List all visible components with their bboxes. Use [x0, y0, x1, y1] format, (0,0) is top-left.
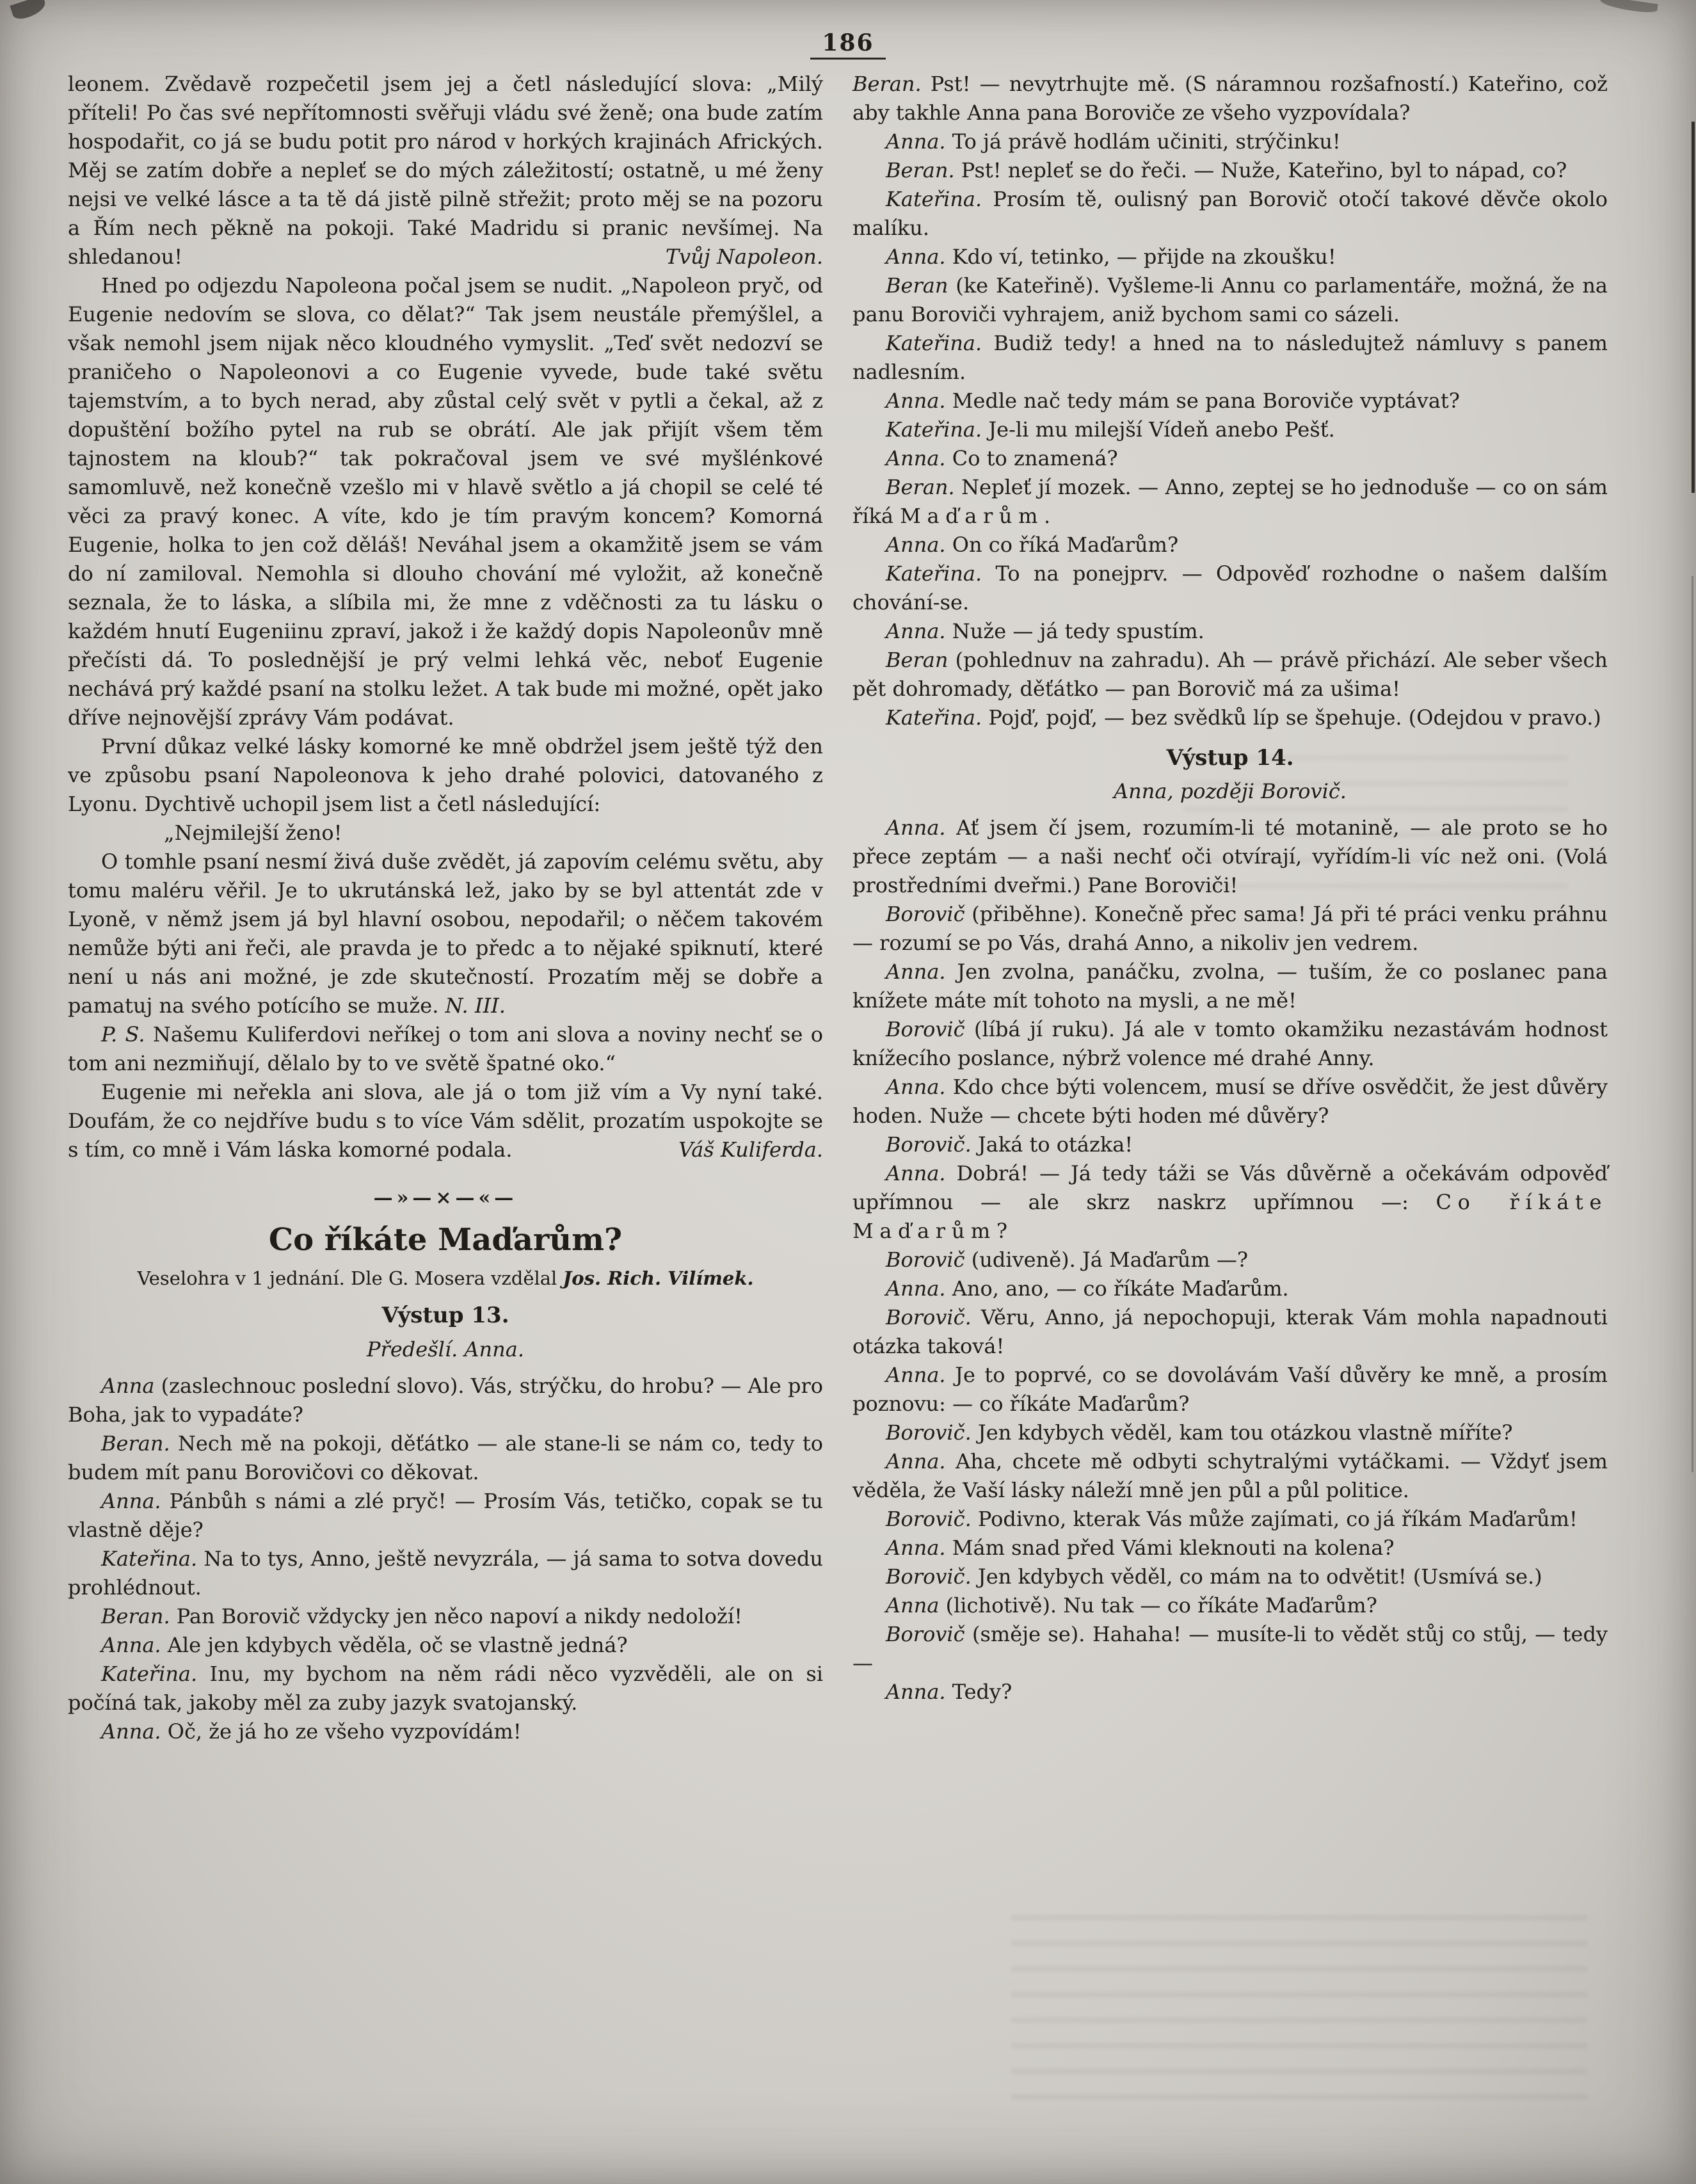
paragraph: [68, 1631, 823, 1660]
text-run: O tomhle psaní nesmí živá duše zvědět, já zapovím celému světu, aby tomu maléru věřil. Je to ukrutánská lež, jako by se byl attentát zde v Lyoně, v němž jsem já byl hlavní osobou, nepodařil; o něčem takovém nemůže býti ani řeči, ale pravda je to předc a to nějaké spiknutí, které není u nás ani možné, je zde skutečností. Prozatím měj se dobře a pamatuj na svého potícího se muže.: [68, 849, 823, 1018]
signature-text: Váš Kuliferda.: [678, 1137, 823, 1162]
text-run: To já právě hodlám učiniti, strýčinku!: [945, 129, 1341, 154]
paragraph: [852, 531, 1608, 559]
italic-text-run: Kateřina.: [886, 417, 982, 442]
paragraph: [852, 1303, 1608, 1361]
italic-text-run: Kateřina.: [886, 186, 982, 211]
paragraph: [852, 1562, 1608, 1591]
italic-text-run: Borovič.: [886, 1305, 972, 1330]
paragraph: [68, 70, 823, 271]
text-run: (pohlednuv na zahradu). Ah — právě přichází. Ale seber všech pět dohromady, děťátko — pan Borovič má za ušima!: [852, 647, 1608, 701]
italic-text-run: N. III.: [445, 993, 506, 1018]
paragraph: [852, 1678, 1608, 1706]
text-run: leonem. Zvědavě rozpečetil jsem jej a četl následující slova: „Milý příteli! Po čas své nepřítomnosti svěřuji vládu své ženě; ona bude zatím hospodařit, co já se budu potit pro národ v horkých krajinách Afrických. Měj se zatím dobře a nepleť se do mých záležitostí; ostatně, u mé ženy nejsi ve velké lásce a ta tě dá jistě pilně střežit; proto měj se na pozoru a Řím nech pěkně na pokoji. Také Madridu si pranic nevšímej. Na shledanou!: [68, 71, 823, 269]
italic-text-run: Beran.: [101, 1431, 170, 1456]
paragraph: [852, 1418, 1608, 1447]
italic-text-run: Borovič.: [886, 1420, 972, 1445]
paragraph: [852, 329, 1608, 387]
text-run: Tedy?: [945, 1680, 1012, 1705]
text-run: „Nejmilejší ženo!: [164, 820, 342, 845]
italic-text-run: Borovič: [886, 1248, 965, 1273]
italic-text-run: Anna.: [886, 960, 946, 984]
letter-salutation: [68, 819, 823, 847]
paragraph: [852, 1534, 1608, 1562]
italic-text-run: Anna.: [101, 1719, 161, 1744]
section-divider: —»—×—«—: [373, 1186, 518, 1209]
italic-text-run: Anna.: [886, 1363, 946, 1388]
italic-text-run: Anna.: [886, 815, 946, 840]
text-run: Kdo chce býti volencem, musí se dříve osvědčit, že jest důvěry hoden. Nuže — chcete býti hoden mé důvěry?: [852, 1075, 1608, 1128]
text-run: Výstup 13.: [381, 1303, 509, 1329]
paragraph: [852, 1447, 1608, 1505]
paragraph: [852, 185, 1608, 243]
italic-text-run: Anna.: [886, 532, 946, 557]
text-run: Mám snad před Vámi kleknouti na kolena?: [945, 1536, 1395, 1561]
text-run: Pst! — nevytrhujte mě. (S náramnou rozšafností.) Kateřino, což aby takhle Anna pana Boroviče ze všeho vyzpovídala?: [852, 71, 1608, 125]
paragraph: [852, 1130, 1608, 1159]
text-run: Eugenie mi neřekla ani slova, ale já o tom již vím a Vy nyní také. Doufám, že co nejdříve budu s to více Vám sdělit, prozatím uspokojte se s tím, co mně i Vám láska komorné podala.: [68, 1079, 823, 1162]
text-run: Anna, později Borovič.: [1114, 779, 1347, 804]
paragraph: [852, 1073, 1608, 1130]
text-run: (směje se). Hahaha! — musíte-li to vědět stůj co stůj, — tedy —: [852, 1622, 1608, 1676]
text-run: Nuže — já tedy spustím.: [945, 618, 1204, 643]
italic-text-run: Beran: [886, 273, 948, 298]
text-run: První důkaz velké lásky komorné ke mně obdržel jsem ještě týž den ve způsobu psaní Napoleonova k jeho drahé polovici, datovaného z Lyonu. Dychtivě uchopil jsem list a četl následující:: [68, 734, 823, 816]
text-run: Budiž tedy! a hned na to následujtež námluvy s panem nadlesním.: [852, 330, 1608, 384]
italic-text-run: Beran.: [886, 157, 955, 182]
page-number: 186: [810, 31, 885, 60]
paragraph: [852, 156, 1608, 185]
italic-text-run: Borovič: [886, 902, 965, 927]
paragraph: [852, 703, 1608, 732]
italic-text-run: Anna.: [886, 1449, 946, 1474]
paragraph: [852, 1361, 1608, 1418]
italic-text-run: Borovič.: [886, 1507, 972, 1532]
italic-text-run: Kateřina.: [886, 330, 982, 355]
text-run: Dobrá! — Já tedy táži se Vás důvěrně a očekávám odpověď upřímnou — ale skrz naskrz upřímnou —:: [852, 1161, 1608, 1215]
signature-text: Tvůj Napoleon.: [665, 244, 823, 269]
scene-heading: [852, 745, 1608, 771]
paragraph: [852, 1015, 1608, 1073]
italic-text-run: Beran: [886, 647, 948, 672]
paragraph: [852, 559, 1608, 617]
italic-text-run: Anna.: [886, 446, 946, 470]
text-run: Je to poprvé, co se dovolávám Vaší důvěry ke mně, a prosím poznovu: — co říkáte Maďarům?: [852, 1363, 1608, 1417]
text-run: Jaká to otázka!: [971, 1132, 1133, 1157]
section-subtitle: [68, 1267, 823, 1290]
page-content: [0, 60, 1696, 1746]
italic-text-run: Anna.: [101, 1488, 161, 1513]
italic-text-run: Beran.: [852, 71, 922, 96]
text-run: Je-li mu milejší Vídeň anebo Pešť.: [982, 417, 1335, 442]
paragraph: [68, 1545, 823, 1602]
paragraph: [852, 387, 1608, 415]
italic-text-run: Kateřina.: [886, 561, 982, 586]
text-run: Ať jsem čí jsem, rozumím-li té motanině, — ale proto se ho přece zeptám — a naši nechť oči otvírají, vyřídím-li víc než oni. (Volá prostředními dveřmi.) Pane Boroviči!: [852, 815, 1608, 898]
text-run: Kdo ví, tetinko, — přijde na zkoušku!: [945, 244, 1336, 269]
paragraph: [852, 1505, 1608, 1534]
paragraph: [852, 473, 1608, 531]
text-run: Pst! nepleť se do řeči. — Nuže, Kateřino, byl to nápad, co?: [954, 157, 1567, 182]
italic-text-run: Anna: [101, 1373, 155, 1398]
text-run: Pan Borovič vždycky jen něco napoví a nikdy nedoloží!: [170, 1603, 742, 1628]
text-run: Co říkáte Maďarům?: [268, 1221, 623, 1258]
paragraph: [852, 646, 1608, 703]
paragraph: [68, 1020, 823, 1078]
paragraph: [68, 1078, 823, 1164]
text-run: Jen kdybych věděl, co mám na to odvětit! (Usmívá se.): [971, 1564, 1542, 1589]
paragraph: [68, 847, 823, 1020]
paragraph: [852, 1620, 1608, 1678]
text-run: (ke Kateřině). Vyšleme-li Annu co parlamentáře, možná, že na panu Boroviči vyhrajem, aniž bychom sami co sázeli.: [852, 273, 1608, 326]
text-run: Aha, chcete mě odbyti schytralými vytáčkami. — Vždyť jsem věděla, že Vaší lásky náleží mně jen půl a půl politice.: [852, 1449, 1608, 1503]
italic-text-run: Anna.: [886, 618, 946, 643]
text-run: Ale jen kdybych věděla, oč se vlastně jedná?: [161, 1632, 628, 1657]
paragraph: [68, 271, 823, 732]
italic-text-run: Anna: [886, 1593, 940, 1618]
paragraph: [852, 900, 1608, 958]
text-run: Výstup 14.: [1166, 744, 1294, 771]
page-header: [0, 0, 1696, 60]
italic-text-run: Anna.: [101, 1632, 161, 1657]
text-run: Našemu Kuliferdovi neříkej o tom ani slova a noviny nechť se o tom ani nezmiňují, dělalo by to ve světě špatné oko.“: [68, 1022, 824, 1075]
text-run: Veselohra v 1 jednání. Dle G. Mosera vzdělal: [137, 1267, 563, 1289]
text-run: (udiveně). Já Maďarům —?: [964, 1248, 1249, 1273]
text-run: Inu, my bychom na něm rádi něco vyzvěděli, ale on si počíná tak, jakoby měl za zuby jazyk svatojanský.: [68, 1661, 823, 1715]
italic-text-run: Beran.: [101, 1603, 170, 1628]
text-run: (zaslechnouc poslední slovo). Vás, strýčku, do hrobu? — Ale pro Boha, jak to vypadáte?: [68, 1373, 823, 1427]
paragraph: [852, 958, 1608, 1015]
cast-line: [852, 777, 1608, 806]
text-run: Ano, ano, — co říkáte Maďarům.: [945, 1276, 1289, 1301]
text-run: On co říká Maďarům?: [945, 532, 1179, 557]
italic-text-run: P. S.: [101, 1022, 145, 1047]
italic-text-run: Kateřina.: [101, 1661, 198, 1686]
italic-text-run: Kateřina.: [101, 1546, 198, 1571]
italic-text-run: Anna.: [886, 1075, 946, 1100]
text-run: Co to znamená?: [945, 446, 1118, 470]
italic-text-run: Anna.: [886, 388, 946, 413]
paragraph: [852, 415, 1608, 444]
scan-edge-line-artifact: [1692, 576, 1693, 1472]
paragraph: [852, 1246, 1608, 1274]
cast-line: [68, 1335, 823, 1364]
paragraph: [852, 617, 1608, 646]
italic-text-run: Anna.: [886, 1680, 946, 1705]
paragraph: [68, 1602, 823, 1631]
italic-text-run: Beran.: [886, 474, 955, 499]
text-run: Podivno, kterak Vás může zajímati, co já říkám Maďarům!: [971, 1507, 1578, 1532]
text-run: Jen zvolna, panáčku, zvolna, — tuším, že co poslanec pana knížete máte mít tohoto na mysli, a ne mě!: [852, 960, 1608, 1013]
text-run: Jen kdybych věděl, kam tou otázkou vlastně míříte?: [971, 1420, 1513, 1445]
paragraph: [852, 127, 1608, 156]
section-title: [68, 1223, 823, 1258]
text-run: Předešlí. Anna.: [367, 1337, 524, 1361]
text-run: Co říkáte Maďarům?: [852, 1190, 1608, 1244]
paragraph: [852, 814, 1608, 900]
text-run: Medle nač tedy mám se pana Boroviče vyptávat?: [945, 388, 1460, 413]
text-run: To na ponejprv. — Odpověď rozhodne o našem dalším chování-se.: [852, 561, 1608, 614]
scan-edge-line-artifact: [1692, 122, 1695, 493]
italic-text-run: Borovič: [886, 1622, 965, 1647]
paragraph: [852, 243, 1608, 271]
text-run: Na to tys, Anno, ještě nevyzrála, — já sama to sotva dovedu prohlédnout.: [68, 1546, 823, 1600]
italic-text-run: Anna.: [886, 129, 946, 154]
italic-text-run: Borovič.: [886, 1564, 972, 1589]
italic-text-run: Borovič: [886, 1017, 965, 1042]
ink-bleedthrough-artifact: [1011, 1915, 1587, 2107]
text-run: Oč, že já ho ze všeho vyzpovídám!: [161, 1719, 522, 1744]
italic-text-run: Anna.: [886, 1161, 946, 1186]
paragraph: [68, 1717, 823, 1746]
paragraph: [852, 1274, 1608, 1303]
paragraph: [68, 1487, 823, 1545]
paragraph: [852, 1591, 1608, 1620]
left-column: [68, 70, 823, 1746]
paragraph: [68, 1372, 823, 1429]
paragraph: [852, 444, 1608, 473]
text-run: (líbá jí ruku). Já ale v tomto okamžiku nezastávám hodnost knížecího poslance, nýbrž volence mé drahé Anny.: [852, 1017, 1608, 1071]
text-run: (přiběhne). Konečně přec sama! Já při té práci venku práhnu — rozumí se po Vás, drahá Anno, a nikoliv jen vedrem.: [852, 902, 1608, 956]
text-run: Pojď, pojď, — bez svědků líp se špehuje. (Odejdou v pravo.): [982, 705, 1601, 730]
text-run: Věru, Anno, já nepochopuji, kterak Vám mohla napadnouti otázka taková!: [852, 1305, 1608, 1359]
paragraph: [68, 1660, 823, 1717]
paragraph: [852, 70, 1608, 127]
text-run: Pánbůh s námi a zlé pryč! — Prosím Vás, tetičko, copak se tu vlastně děje?: [68, 1488, 823, 1542]
text-run: Prosím tě, oulisný pan Borovič otočí takové děvče okolo malíku.: [852, 186, 1608, 240]
paragraph: [68, 732, 823, 819]
paragraph: [852, 271, 1608, 329]
scene-heading: [68, 1303, 823, 1329]
italic-text-run: Anna.: [886, 244, 946, 269]
paragraph: [852, 1159, 1608, 1246]
text-run: Hned po odjezdu Napoleona počal jsem se nudit. „Napoleon pryč, od Eugenie nedovím se slova, co dělat?“ Tak jsem neustále přemýšlel, a však nemohl jsem nijak něco kloudného vymyslit. „Teď svět nedozví se praničeho o Napoleonovi a co Eugenie vyvede, bude také světu tajemstvím, a to bych nerad, aby zůstal celý svět v pytli a čekal, až z dopuštění božího pytel na rub se obrátí. Ale jak přijít všem těm tajnostem na kloub?“ tak pokračoval jsem ve své myšlénkové samomluvě, než konečně vzešlo mi v hlavě světlo a já chopil se celé té věci za pravý konec. A víte, kdo je tím pravým koncem? Komorná Eugenie, holka to jen což děláš! Neváhal jsem a okamžitě jsem se vám do ní zamiloval. Nemohla si dlouho chování mé vyložit, až konečně seznala, že to láska, a slíbila mi, že mne z vděčnosti za tu lásku o každém hnutí Eugeniinu zpraví, jakož i že každý dopis Napoleonův mně přečísti dá. To poslednější je prý velmi lehká věc, neboť Eugenie nechává prý každé psaní na stolku ležet. A tak bude mi možné, opět jako dříve nejnovější zprávy Vám podávat.: [68, 273, 823, 730]
text-run: Nech mě na pokoji, děťátko — ale stane-li se nám co, tedy to budem mít panu Borovičovi co děkovat.: [68, 1431, 823, 1484]
italic-text-run: Jos. Rich. Vilímek.: [563, 1267, 754, 1289]
text-run: (lichotivě). Nu tak — co říkáte Maďarům?: [939, 1593, 1377, 1618]
text-run: Maďarům.: [900, 503, 1057, 528]
italic-text-run: Anna.: [886, 1536, 946, 1561]
italic-text-run: Anna.: [886, 1276, 946, 1301]
paragraph: [68, 1429, 823, 1487]
italic-text-run: Kateřina.: [886, 705, 982, 730]
italic-text-run: Borovič.: [886, 1132, 972, 1157]
text-run: Nepleť jí mozek. — Anno, zeptej se ho jednoduše — co on sám říká: [852, 474, 1608, 528]
right-column: [852, 70, 1608, 1746]
